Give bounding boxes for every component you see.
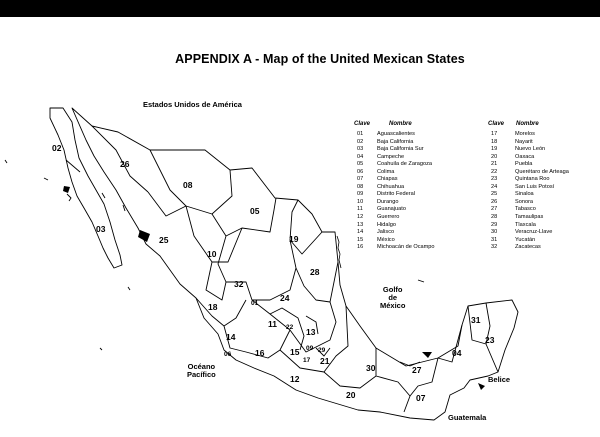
map-number-08: 08 [183, 180, 193, 190]
map-number-12: 12 [290, 374, 300, 384]
legend-name: Durango [377, 198, 399, 205]
map-number-25: 25 [159, 235, 169, 245]
map-number-21: 21 [320, 356, 330, 366]
label-belize: Belice [488, 375, 511, 384]
legend-name: Tabasco [515, 206, 536, 213]
map-number-27: 27 [412, 365, 422, 375]
legend-code: 12 [357, 214, 364, 221]
legend-name: Baja California [377, 138, 414, 145]
legend-code: 03 [357, 146, 364, 153]
legend-name-header-right: Nombre [516, 121, 539, 127]
map-number-26: 26 [120, 159, 130, 169]
legend-code: 21 [491, 161, 498, 168]
map-number-13: 13 [306, 327, 316, 337]
map-number-18: 18 [208, 302, 218, 312]
map-number-05: 05 [250, 206, 260, 216]
legend-code: 23 [491, 176, 498, 183]
legend-name: Tamaulipas [515, 214, 544, 221]
label-pacific: Océano Pacífico [187, 362, 216, 379]
map-number-15: 15 [290, 347, 300, 357]
legend-name: Chihuahua [377, 183, 405, 190]
legend-code: 07 [357, 176, 364, 183]
map-number-16: 16 [255, 348, 265, 358]
legend-name: Querétaro de Arteaga [515, 168, 569, 175]
legend-name: Quintana Roo [515, 176, 550, 183]
legend-code: 22 [491, 168, 498, 175]
legend-code: 19 [491, 146, 498, 153]
legend-name: Colima [377, 168, 395, 175]
legend-name: San Luis Potosí [515, 183, 555, 190]
map-number-22: 22 [286, 324, 294, 331]
legend-name-header-left: Nombre [389, 121, 412, 127]
legend-code: 10 [357, 198, 364, 205]
legend-name: Chiapas [377, 176, 398, 183]
map-number-29: 29 [318, 347, 326, 354]
legend-code: 16 [357, 244, 364, 251]
label-usa: Estados Unidos de América [143, 100, 242, 109]
legend-name: Guerrero [377, 214, 400, 221]
map-number-19: 19 [289, 234, 299, 244]
legend-name: Baja California Sur [377, 146, 424, 153]
legend-code: 02 [357, 138, 364, 145]
map-number-03: 03 [96, 224, 106, 234]
legend-name: Oaxaca [515, 153, 535, 160]
map-number-23: 23 [485, 335, 495, 345]
legend-code: 20 [491, 153, 498, 160]
legend-name: Jalisco [377, 229, 395, 236]
baja-border-line [66, 160, 80, 172]
map-number-32: 32 [234, 279, 244, 289]
legend-code: 27 [491, 206, 498, 213]
legend-code: 08 [357, 183, 364, 190]
legend-name: Hidalgo [377, 221, 396, 228]
legend-name: Sonora [515, 198, 534, 205]
map-number-07: 07 [416, 393, 426, 403]
legend-code: 09 [357, 191, 364, 198]
legend-code: 14 [357, 229, 364, 236]
legend-code: 24 [491, 183, 498, 190]
map-number-24: 24 [280, 293, 290, 303]
map-number-30-label: 30 [366, 363, 376, 373]
page-title: APPENDIX A - Map of the United Mexican States [175, 52, 465, 66]
legend-code: 18 [491, 138, 498, 145]
map-number-02: 02 [52, 143, 62, 153]
legend-name: Coahuila de Zaragoza [377, 161, 433, 168]
legend-code: 29 [491, 221, 498, 228]
map-number-20: 20 [346, 390, 356, 400]
map-number-04: 04 [452, 348, 462, 358]
legend-name: Veracruz-Llave [515, 229, 553, 236]
legend-code: 06 [357, 168, 364, 175]
legend-name: México [377, 236, 395, 243]
legend-name: Guanajuato [377, 206, 406, 213]
legend-code-header-left: Clave [354, 121, 371, 127]
label-guatemala: Guatemala [448, 413, 487, 422]
legend-name: Campeche [377, 153, 405, 160]
legend-code: 05 [357, 161, 364, 168]
map-number-17: 17 [303, 357, 311, 364]
map-number-28: 28 [310, 267, 320, 277]
baja-peninsula-outline [50, 108, 122, 268]
legend-code: 15 [357, 236, 364, 243]
map-number-14: 14 [226, 332, 236, 342]
map-number-06: 06 [224, 351, 232, 358]
legend-name: Sinaloa [515, 191, 534, 198]
legend-code: 32 [491, 244, 498, 251]
legend-code: 31 [491, 236, 498, 243]
map-number-31: 31 [471, 315, 481, 325]
map-number-11: 11 [268, 319, 277, 329]
legend-name: Puebla [515, 161, 533, 168]
legend-code: 13 [357, 221, 364, 228]
legend-name: Michoacán de Ocampo [377, 244, 435, 251]
legend-name: Aguascalientes [377, 131, 415, 137]
map-number-01: 01 [251, 300, 259, 307]
legend-name: Nuevo León [515, 146, 546, 153]
legend-name: Yucatán [515, 236, 536, 243]
legend-code: 30 [491, 229, 498, 236]
legend-name: Zacatecas [515, 244, 541, 251]
map-number-10: 10 [207, 249, 217, 259]
legend-name: Distrito Federal [377, 191, 415, 198]
legend-code-header-right: Clave [488, 121, 505, 127]
legend-code: 11 [357, 206, 363, 213]
legend-code: 25 [491, 191, 498, 198]
legend-code: 26 [491, 198, 498, 205]
label-gulf: Golfo de México [380, 285, 406, 310]
legend-name: Nayarit [515, 138, 533, 145]
map-number-09: 09 [306, 345, 314, 352]
legend-name: Tlaxcala [515, 221, 536, 228]
legend-code: 28 [491, 214, 498, 221]
legend-code: 17 [491, 131, 498, 137]
legend-code: 04 [357, 153, 364, 160]
legend-code: 01 [357, 131, 364, 137]
legend-name: Morelos [515, 131, 535, 137]
